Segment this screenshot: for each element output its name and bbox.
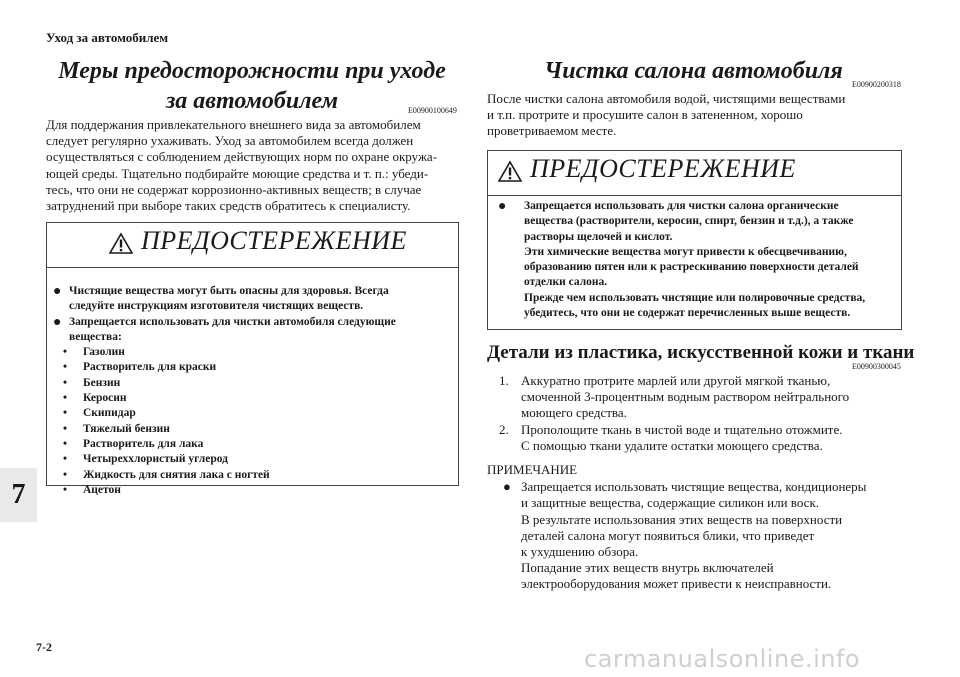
- left-intro-line: Для поддержания привлекательного внешнего вида за автомобилем: [46, 117, 421, 132]
- substance-label: Газолин: [83, 346, 125, 359]
- note-line: к ухудшению обзора.: [521, 544, 639, 560]
- left-title-line1: Меры предосторожности при уходе: [58, 58, 446, 84]
- bullet-dot-icon: ●: [53, 314, 62, 330]
- bullet-dot-icon: •: [63, 346, 68, 359]
- step-line: Аккуратно протрите марлей или другой мягкой тканью,: [521, 373, 831, 388]
- bullet-dot-icon: •: [63, 468, 68, 481]
- substance-label: Растворитель для лака: [83, 437, 204, 450]
- chapter-number: 7: [11, 479, 26, 510]
- right-warning-list: [488, 199, 901, 321]
- step-item: [487, 373, 907, 422]
- right-warning-header: [488, 151, 901, 196]
- substance-label: Скипидар: [83, 407, 136, 420]
- warning-bullet-line: Чистящие вещества могут быть опасны для здоровья. Всегда: [69, 285, 389, 297]
- substance-label: Четыреххлористый углерод: [83, 453, 228, 466]
- note-line: В результате использования этих веществ на поверхности: [521, 511, 843, 527]
- bullet-dot-icon: •: [63, 437, 68, 450]
- warning-bullet-line: вещества:: [69, 330, 122, 343]
- substance-label: Керосин: [83, 392, 127, 405]
- note-block: [487, 462, 907, 593]
- step-line: С помощью ткани удалите остатки моющего средства.: [521, 437, 823, 453]
- left-intro-line: тесь, что они не содержат коррозионно-активных веществ; в случае: [46, 181, 422, 197]
- note-bullet: [487, 479, 907, 592]
- prohibited-substances-list: [47, 345, 458, 498]
- left-intro-line: ющей среды. Тщательно подбирайте моющие средства и т. п.: убеди-: [46, 165, 429, 181]
- step-number: 2.: [499, 421, 509, 437]
- left-intro-line: следует регулярно ухаживать. Уход за автомобилем всегда должен: [46, 133, 414, 149]
- substance-item: [47, 345, 458, 360]
- warning-line: вещества (растворители, керосин, спирт, бензин и т.д.), а также: [524, 215, 854, 228]
- substance-label: Тяжелый бензин: [83, 422, 170, 435]
- right-intro-line: После чистки салона автомобиля водой, чистящими веществами: [487, 91, 846, 106]
- substance-item: [47, 437, 458, 452]
- warning-line: Эти химические вещества могут привести к обесцвечиванию,: [524, 245, 847, 258]
- left-warning-header: [47, 223, 458, 268]
- bullet-dot-icon: •: [63, 392, 68, 405]
- left-warning-title: ПРЕДОСТЕРЕЖЕНИЕ: [141, 226, 407, 255]
- substance-item: [47, 483, 458, 498]
- note-line: электрооборудования может привести к неисправности.: [521, 576, 832, 592]
- warning-line: образованию пятен или к растрескиванию поверхности деталей: [524, 261, 859, 274]
- warning-triangle-icon: [498, 160, 522, 182]
- right-section-code: E00900200318: [852, 80, 901, 89]
- substance-item: [47, 406, 458, 421]
- left-warning-list: [47, 284, 458, 345]
- page-number: 7-2: [36, 640, 52, 654]
- step-line: Прополощите ткань в чистой воде и тщательно отожмите.: [521, 421, 843, 437]
- note-line: деталей салона могут появиться блики, что приведет: [521, 527, 815, 543]
- bullet-dot-icon: •: [63, 483, 68, 496]
- step-number: 1.: [499, 373, 509, 388]
- watermark: carmanualsonline.info: [584, 645, 861, 673]
- section-heading: Детали из пластика, искусственной кожи и ткани: [487, 342, 915, 363]
- warning-line: растворы щелочей и кислот.: [524, 230, 673, 243]
- note-label: ПРИМЕЧАНИЕ: [487, 462, 578, 477]
- right-intro-line: проветриваемом месте.: [487, 123, 617, 139]
- substance-item: [47, 452, 458, 467]
- bullet-dot-icon: •: [63, 453, 68, 466]
- bullet-dot-icon: ●: [498, 199, 507, 214]
- warning-bullet: [47, 315, 458, 346]
- substance-label: Жидкость для снятия лака с ногтей: [83, 468, 270, 481]
- warning-line: отделки салона.: [524, 276, 608, 289]
- right-title: Чистка салона автомобиля: [544, 58, 843, 84]
- section-code: E00900300045: [852, 362, 901, 371]
- substance-label: Ацетон: [83, 483, 121, 496]
- substance-item: [47, 422, 458, 437]
- right-warning-box: [487, 150, 902, 330]
- warning-line: убедитесь, что они не содержат перечисленных выше веществ.: [524, 307, 851, 320]
- note-line: и защитные вещества, содержащие силикон или воск.: [521, 495, 820, 511]
- right-intro: [487, 91, 907, 140]
- substance-label: Растворитель для краски: [83, 361, 217, 374]
- warning-line: Прежде чем использовать чистящие или полировочные средства,: [524, 291, 866, 304]
- left-intro-line: затруднений при выборе таких средств обратитесь к специалисту.: [46, 198, 411, 214]
- warning-bullet: [488, 199, 901, 321]
- substance-item: [47, 391, 458, 406]
- left-section-code: E00900100649: [408, 106, 457, 115]
- substance-item: [47, 376, 458, 391]
- warning-bullet-line: Запрещается использовать для чистки автомобиля следующие: [69, 315, 396, 328]
- bullet-dot-icon: •: [63, 407, 68, 420]
- right-intro-line: и т.п. протрите и просушите салон в затененном, хорошо: [487, 107, 803, 123]
- running-header: Уход за автомобилем: [46, 30, 169, 45]
- left-intro: [46, 117, 466, 214]
- left-title-line2: за автомобилем: [165, 88, 339, 114]
- right-warning-title: ПРЕДОСТЕРЕЖЕНИЕ: [530, 154, 796, 183]
- bullet-dot-icon: ●: [53, 284, 62, 299]
- bullet-dot-icon: •: [63, 376, 68, 389]
- note-line: Попадание этих веществ внутрь включателей: [521, 560, 774, 576]
- left-warning-box: [46, 222, 459, 496]
- warning-bullet-line: следуйте инструкциям изготовителя чистящих веществ.: [69, 300, 364, 313]
- warning-line: Запрещается использовать для чистки салона органические: [524, 200, 839, 212]
- substance-item: [47, 468, 458, 483]
- bullet-dot-icon: •: [63, 361, 68, 374]
- step-line: моющего средства.: [521, 405, 627, 421]
- left-title: [46, 56, 458, 116]
- bullet-dot-icon: •: [63, 422, 68, 435]
- warning-bullet: [47, 284, 458, 315]
- note-line: Запрещается использовать чистящие вещества, кондиционеры: [521, 479, 867, 495]
- left-intro-line: осуществляться с соблюдением действующих норм по охране окружа-: [46, 149, 438, 165]
- step-line: смоченной 3-процентным водным раствором нейтрального: [521, 389, 850, 405]
- substance-item: [47, 360, 458, 375]
- bullet-dot-icon: ●: [503, 479, 511, 495]
- cleaning-steps: [487, 373, 907, 454]
- warning-triangle-icon: [109, 232, 133, 254]
- step-item: [487, 422, 907, 454]
- substance-label: Бензин: [83, 376, 121, 389]
